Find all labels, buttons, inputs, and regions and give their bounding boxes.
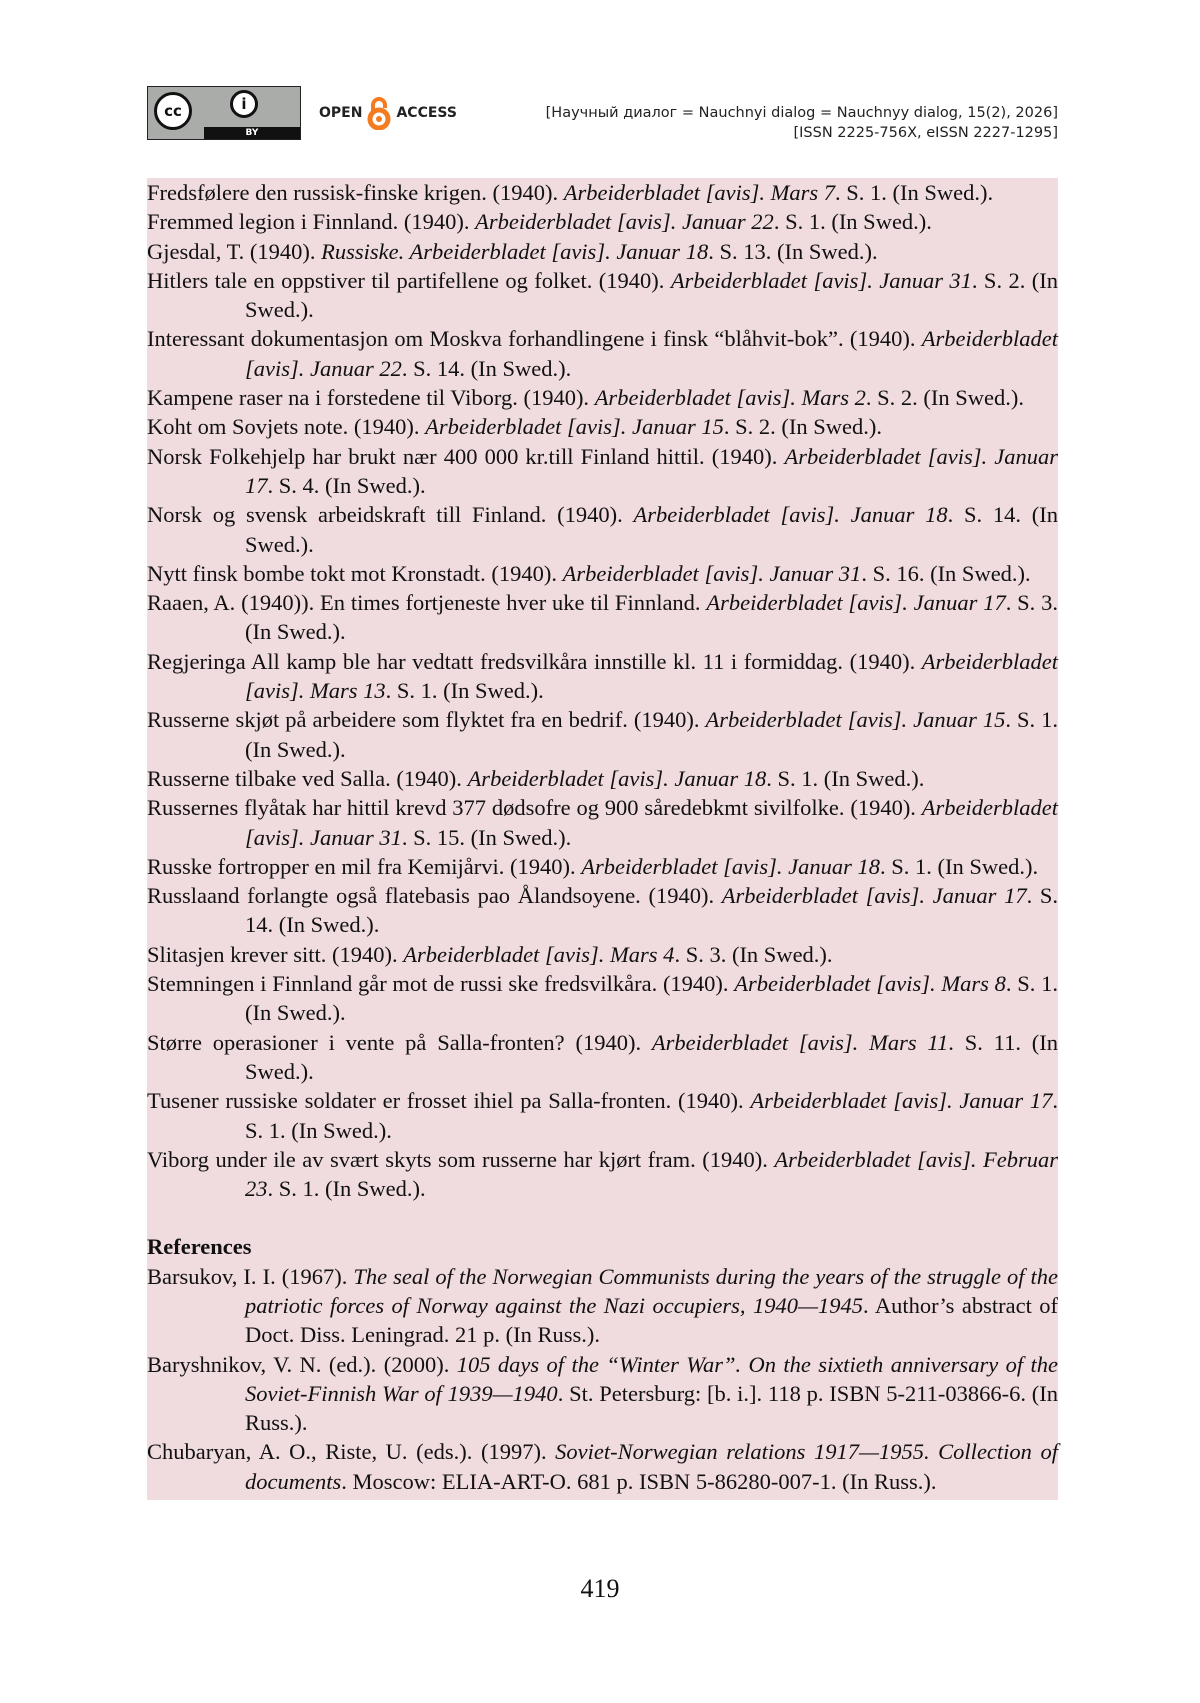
entry-text: . S. 2. (In Swed.). [865, 385, 1025, 411]
entry-italic-title: 105 days of the “Winter War”. On the sixtieth anniversary of the Soviet-Finnish War of 1939—1940 [245, 1351, 1058, 1406]
reference-entry [147, 1262, 1058, 1350]
license-label: BY [204, 127, 300, 139]
entry-italic-title: Arbeiderbladet [avis]. Januar 17 [706, 590, 1006, 616]
entry-italic-title: Soviet-Norwegian relations 1917—1955. Collection of documents [245, 1439, 1058, 1494]
entry-text: Barsukov, I. I. (1967). [147, 1263, 354, 1289]
entry-text: Gjesdal, T. (1940). [147, 238, 322, 264]
source-entry [147, 881, 1058, 940]
entry-text: Norsk Folkehjelp har brukt nær 400 000 kr.till Finland hittil. (1940). [147, 443, 785, 469]
entry-text: . S. 14. (In Swed.). [245, 883, 1059, 938]
entry-text: . S. 16. (In Swed.). [861, 560, 1031, 586]
entry-text: Raaen, A. (1940)). En times fortjeneste hver uke til Finnland. [147, 590, 707, 616]
source-entry [147, 266, 1058, 325]
entry-italic-title: Arbeiderbladet [avis]. Mars 11 [651, 1029, 949, 1055]
entry-text: Slitasjen krever sitt. (1940). [147, 941, 404, 967]
source-entry [147, 383, 1058, 412]
open-access-logo [319, 86, 457, 140]
source-entry [147, 207, 1058, 236]
references-heading: References [147, 1234, 252, 1260]
source-entry [147, 647, 1058, 706]
entry-text: . S. 13. (In Swed.). [708, 238, 878, 264]
entry-text: Baryshnikov, V. N. (ed.). (2000). [147, 1351, 457, 1377]
entry-italic-title: Arbeiderbladet [avis]. Mars 2 [594, 385, 866, 411]
entry-italic-title: Russiske. Arbeiderbladet [avis]. Januar 18 [321, 238, 709, 264]
entry-text: . S. 1. (In Swed.). [267, 1176, 426, 1202]
entry-text: Tusener russiske soldater er frosset ihiel pa Salla-fronten. (1940). [147, 1088, 751, 1114]
entry-text: . S. 1. (In Swed.). [245, 707, 1059, 762]
entry-text: Regjeringa All kamp ble har vedtatt fredsvilkåra innstille kl. 11 i formiddag. (1940). [147, 648, 922, 674]
bibliography [147, 178, 1058, 1500]
entry-italic-title: Arbeiderbladet [avis]. Januar 31 [670, 267, 972, 293]
entry-italic-title: Arbeiderbladet [avis]. Januar 31 [245, 795, 1058, 850]
source-entry [147, 793, 1058, 852]
sources-list [147, 178, 1058, 1203]
entry-text: . S. 2. (In Swed.). [245, 267, 1058, 323]
source-entry [147, 178, 1058, 207]
entry-text: Russlaand forlangte også flatebasis pao Ålandsoyene. (1940). [147, 883, 722, 909]
entry-text: . S. 1. (In Swed.). [766, 765, 925, 791]
entry-italic-title: Arbeiderbladet [avis]. Februar 23 [245, 1146, 1059, 1202]
source-entry [147, 940, 1058, 969]
entry-italic-title: Arbeiderbladet [avis]. Januar 31 [562, 560, 862, 586]
entry-text: . St. Petersburg: [b. i.]. 118 p. ISBN 5-211-03866-6. (In Russ.). [245, 1380, 1058, 1436]
source-entry [147, 442, 1058, 501]
entry-text: . Moscow: ELIA-ART-O. 681 p. ISBN 5-86280-007-1. (In Russ.). [341, 1468, 937, 1494]
entry-text: . S. 1. (In Swed.). [385, 678, 544, 704]
entry-italic-title: Arbeiderbladet [avis]. Januar 17 [245, 443, 1058, 498]
source-entry [147, 1086, 1058, 1145]
journal-line: [Научный диалог = Nauchnyi dialog = Nauchnyy dialog, 15(2), 2026] [545, 105, 1058, 121]
entry-text: . S. 2. (In Swed.). [723, 414, 882, 440]
source-entry [147, 588, 1058, 647]
entry-text: . S. 14. (In Swed.). [245, 502, 1059, 557]
page-number: 419 [580, 1574, 620, 1603]
entry-text: . S. 11. (In Swed.). [245, 1029, 1058, 1084]
source-entry [147, 1028, 1058, 1087]
references-list [147, 1262, 1058, 1496]
reference-entry [147, 1350, 1058, 1438]
entry-text: Viborg under ile av svært skyts som russerne har kjørt fram. (1940). [147, 1146, 775, 1172]
entry-text: Stemningen i Finnland går mot de russi ske fredsvilkåra. (1940). [147, 971, 735, 997]
entry-text: Chubaryan, A. O., Riste, U. (eds.). (1997). [147, 1439, 556, 1465]
entry-text: Større operasioner i vente på Salla-fronten? (1940). [147, 1029, 652, 1055]
entry-text: . S. 15. (In Swed.). [401, 824, 572, 850]
entry-text: . S. 1. (In Swed.). [773, 209, 932, 235]
entry-italic-title: Arbeiderbladet [avis]. Januar 22 [475, 209, 774, 235]
entry-text: . S. 3. (In Swed.). [674, 941, 833, 967]
entry-text: . S. 1. (In Swed.). [245, 971, 1058, 1026]
entry-italic-title: Arbeiderbladet [avis]. Januar 17 [721, 883, 1027, 909]
entry-text: Koht om Sovjets note. (1940). [147, 414, 426, 440]
entry-text: Norsk og svensk arbeidskraft till Finland. (1940). [147, 502, 634, 528]
source-entry [147, 969, 1058, 1028]
entry-text: Fremmed legion i Finnland. (1940). [147, 209, 476, 235]
entry-text: Hitlers tale en oppstiver til partifellene og folket. (1940). [147, 267, 671, 293]
entry-text: Russke fortropper en mil fra Kemijårvi. (1940). [147, 853, 582, 879]
entry-italic-title: Arbeiderbladet [avis]. Januar 15 [705, 707, 1006, 733]
entry-italic-title: The seal of the Norwegian Communists during the years of the struggle of the patriotic forces of Norway against the Nazi occupiers, 1940—1945 [245, 1263, 1058, 1318]
cc-by-icon: cc i BY [147, 86, 301, 140]
entry-text: . S. 1. (In Swed.). [879, 853, 1039, 879]
entry-text: Russerne skjøt på arbeidere som flyktet fra en bedrif. (1940). [147, 707, 706, 733]
entry-text: Nytt finsk bombe tokt mot Kronstadt. (1940). [147, 560, 563, 586]
source-entry [147, 559, 1058, 588]
journal-meta [546, 103, 1058, 143]
entry-italic-title: Arbeiderbladet [avis]. Januar 15 [425, 414, 724, 440]
source-entry [147, 705, 1058, 764]
entry-italic-title: Arbeiderbladet [avis]. Mars 8 [734, 971, 1006, 997]
source-entry [147, 764, 1058, 793]
source-entry [147, 412, 1058, 441]
entry-text: Russernes flyåtak har hittil krevd 377 dødsofre og 900 såredebkmt sivilfolke. (1940). [147, 795, 922, 821]
entry-text: Fredsfølere den russisk-finske krigen. (1940). [147, 180, 564, 205]
entry-italic-title: Arbeiderbladet [avis]. Mars 4 [403, 941, 675, 967]
entry-text: . S. 4. (In Swed.). [267, 472, 426, 498]
source-entry [147, 324, 1058, 383]
source-entry [147, 852, 1058, 881]
entry-text: Kampene raser na i forstedene til Viborg. (1940). [147, 385, 595, 411]
entry-italic-title: Arbeiderbladet [avis]. Mars 7 [563, 180, 836, 205]
entry-italic-title: Arbeiderbladet [avis]. Januar 17 [750, 1088, 1053, 1114]
source-entry [147, 237, 1058, 266]
entry-text: . S. 1. (In Swed.). [835, 180, 994, 205]
source-entry [147, 500, 1058, 559]
entry-text: . S. 3. (In Swed.). [245, 590, 1059, 645]
open-access-lock-icon [366, 96, 392, 130]
entry-text: Russerne tilbake ved Salla. (1940). [147, 765, 468, 791]
open-label: OPEN [319, 105, 363, 121]
entry-italic-title: Arbeiderbladet [avis]. Mars 13 [245, 648, 1058, 704]
entry-italic-title: Arbeiderbladet [avis]. Januar 18 [581, 853, 880, 879]
entry-text: . Author’s abstract of Doct. Diss. Leningrad. 21 p. (In Russ.). [245, 1292, 1058, 1348]
entry-italic-title: Arbeiderbladet [avis]. Januar 22 [245, 326, 1058, 381]
access-label: ACCESS [396, 105, 457, 121]
entry-italic-title: Arbeiderbladet [avis]. Januar 18 [467, 765, 767, 791]
entry-text: Interessant dokumentasjon om Moskva forhandlingene i finsk “blåhvit-bok”. (1940). [147, 326, 922, 352]
issn-line: [ISSN 2225-756X, eISSN 2227-1295] [793, 125, 1058, 141]
page-header [147, 86, 1058, 142]
entry-italic-title: Arbeiderbladet [avis]. Januar 18 [633, 502, 948, 528]
source-entry [147, 1145, 1058, 1204]
reference-entry [147, 1437, 1058, 1496]
entry-text: . S. 1. (In Swed.). [245, 1088, 1058, 1143]
entry-text: . S. 14. (In Swed.). [401, 355, 572, 381]
